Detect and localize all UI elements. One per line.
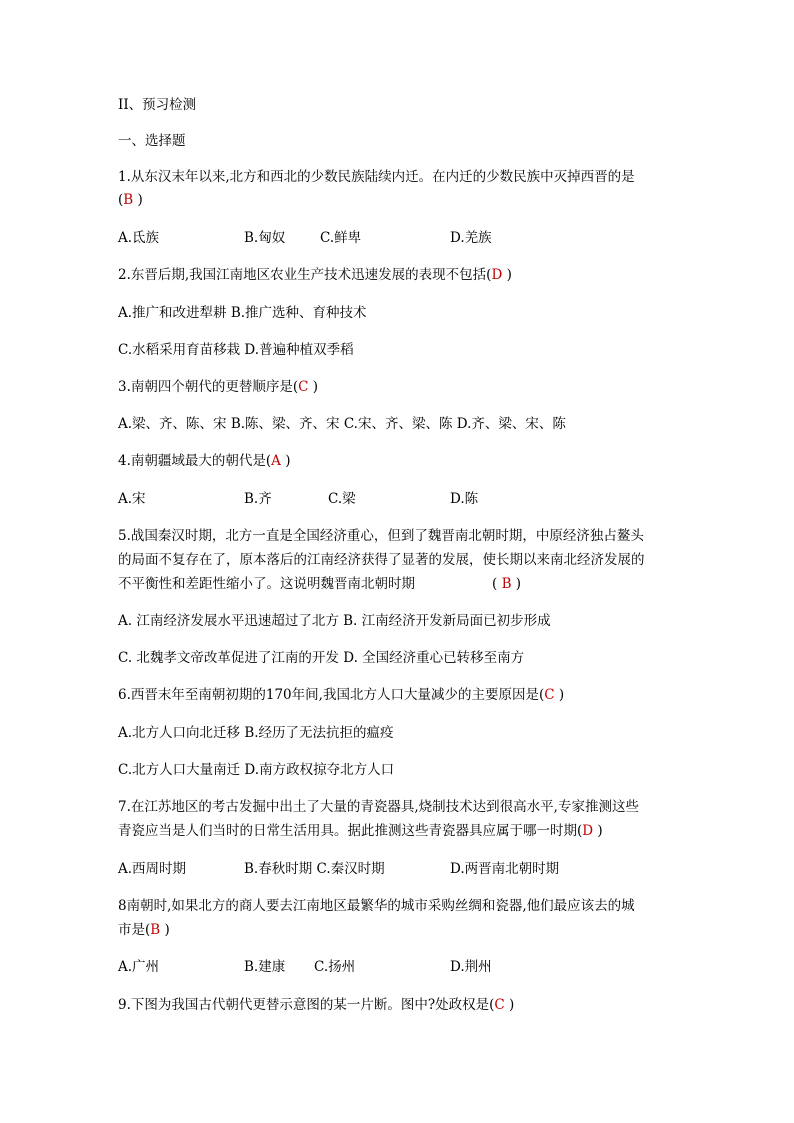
option: A.广州 <box>118 959 160 975</box>
option: A.西周时期 <box>118 861 187 877</box>
option: B.建康 <box>244 959 286 975</box>
question-stem: 6.西晋末年至南朝初期的170年间,我国北方人口大量减少的主要原因是(C ) <box>118 687 565 703</box>
option: B.春秋时期 C.秦汉时期 <box>244 861 385 877</box>
answer-line: ( B ) <box>492 576 522 592</box>
option: A.梁、齐、陈、宋 B.陈、梁、齐、宋 C.宋、齐、梁、陈 D.齐、梁、宋、陈 <box>118 416 566 432</box>
option: B.齐 <box>244 491 272 507</box>
subsection-title: 一、选择题 <box>118 133 186 149</box>
option: D.两晋南北朝时期 <box>450 861 560 877</box>
answer-letter: B <box>123 192 134 208</box>
question-stem: 不平衡性和差距性缩小了。这说明魏晋南北朝时期 <box>118 576 415 592</box>
question-stem: 9.下图为我国古代朝代更替示意图的某一片断。图中?处政权是(C ) <box>118 997 515 1013</box>
option: B.匈奴 <box>244 230 286 246</box>
option: C. 北魏孝文帝改革促进了江南的开发 D. 全国经济重心已转移至南方 <box>118 650 525 666</box>
option: A.宋 <box>118 491 146 507</box>
option: C.北方人口大量南迁 D.南方政权掠夺北方人口 <box>118 762 395 778</box>
answer-line: (B ) <box>118 192 143 208</box>
question-stem: 市是(B ) <box>118 922 170 938</box>
option: C.水稻采用育苗移栽 D.普遍种植双季稻 <box>118 342 354 358</box>
question-stem: 2.东晋后期,我国江南地区农业生产技术迅速发展的表现不包括(D ) <box>118 267 512 283</box>
option: D.荆州 <box>450 959 492 975</box>
section-title: II、预习检测 <box>118 97 197 113</box>
answer-letter: C <box>494 997 505 1013</box>
question-stem: 青瓷应当是人们当时的日常生活用具。据此推测这些青瓷器具应属于哪一时期(D ) <box>118 823 603 839</box>
option: C.梁 <box>328 491 356 507</box>
answer-letter: A <box>271 453 281 469</box>
question-stem: 5.战国秦汉时期，北方一直是全国经济重心，但到了魏晋南北朝时期，中原经济独占鳌头 <box>118 528 644 544</box>
option: C.鲜卑 <box>320 230 362 246</box>
option: A.北方人口向北迁移 B.经历了无法抗拒的瘟疫 <box>118 725 394 741</box>
answer-letter: D <box>491 267 503 283</box>
question-stem: 的局面不复存在了，原本落后的江南经济获得了显著的发展，使长期以来南北经济发展的 <box>118 552 645 568</box>
option: C.扬州 <box>314 959 356 975</box>
answer-letter: C <box>298 379 309 395</box>
answer-letter: B <box>501 576 512 592</box>
question-stem: 1.从东汉末年以来,北方和西北的少数民族陆续内迁。在内迁的少数民族中灭掉西晋的是 <box>118 169 635 185</box>
answer-letter: B <box>150 922 161 938</box>
question-stem: 7.在江苏地区的考古发掘中出土了大量的青瓷器具,烧制技术达到很高水平,专家推测这些 <box>118 799 639 815</box>
option: A.氐族 <box>118 230 160 246</box>
answer-letter: D <box>582 823 594 839</box>
option: D.羌族 <box>450 230 492 246</box>
answer-letter: C <box>544 687 555 703</box>
question-stem: 3.南朝四个朝代的更替顺序是(C ) <box>118 379 319 395</box>
question-stem: 8南朝时,如果北方的商人要去江南地区最繁华的城市采购丝绸和瓷器,他们最应该去的城 <box>118 898 635 914</box>
option: A.推广和改进犁耕 B.推广选种、育种技术 <box>118 305 367 321</box>
question-stem: 4.南朝疆域最大的朝代是(A ) <box>118 453 291 469</box>
option: D.陈 <box>450 491 479 507</box>
option: A. 江南经济发展水平迅速超过了北方 B. 江南经济开发新局面已初步形成 <box>118 613 551 629</box>
